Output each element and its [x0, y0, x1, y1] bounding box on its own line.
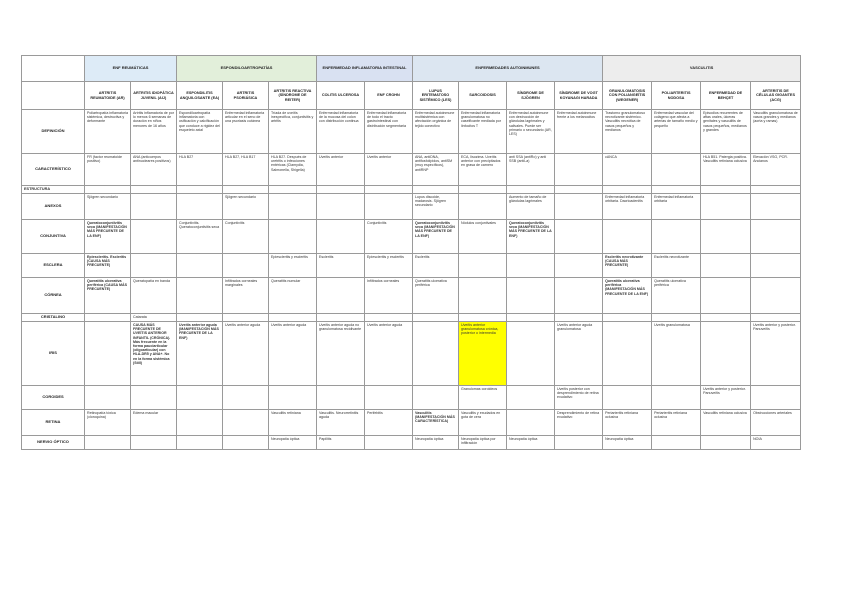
table-cell: HLA B27. Después de uretritis o infecciones entéricas (Clamydia, Salmonella, Shigella) — [269, 154, 317, 186]
table-cell — [701, 436, 751, 450]
table-cell: Uveítis anterior aguda granulomatosa — [555, 322, 603, 386]
table-cell — [751, 186, 801, 194]
table-cell — [603, 386, 652, 410]
table-cell — [555, 254, 603, 278]
table-cell: Enfermedad autoinmune frente a los melanocitos — [555, 110, 603, 154]
table-cell: Enfermedad inflamatoria de la mucosa del colon con distribución continua — [317, 110, 365, 154]
table-cell — [317, 186, 365, 194]
table-cell: Uveítis anterior — [317, 154, 365, 186]
table-row — [22, 194, 801, 220]
table-cell — [177, 194, 223, 220]
comparison-table — [21, 55, 801, 450]
table-cell — [701, 254, 751, 278]
table-cell — [223, 186, 269, 194]
table-cell: FR (factor reumatoide positivo) — [85, 154, 131, 186]
table-cell: Epiescleritis. Escleritis (CAUSA MÁS FRECUENTE) — [85, 254, 131, 278]
table-row — [22, 278, 801, 314]
table-cell: Vasculitis y exudados en gota de cera — [459, 410, 507, 436]
table-cell: Infiltrados corneales — [365, 278, 413, 314]
table-cell — [177, 436, 223, 450]
table-row — [22, 322, 801, 386]
table-cell: Catarata — [131, 314, 177, 322]
table-cell — [131, 220, 177, 254]
disease-header: ENFERMEDAD DE BEHÇET — [701, 82, 751, 110]
table-cell — [507, 386, 555, 410]
table-cell: Neuropatía óptica — [413, 436, 459, 450]
table-cell: NOIA — [751, 436, 801, 450]
table-cell — [459, 314, 507, 322]
table-cell: HLA B51. Patergia positiva. Vasculitis retiniana oclusiva — [701, 154, 751, 186]
table-cell: Neuropatía óptica — [269, 436, 317, 450]
table-cell: Queratitis ulcerativa periférica (MANIFESTACIÓN MÁS FRECUENTE DE LA ENF) — [603, 278, 652, 314]
row-header: ESCLERA — [22, 254, 85, 278]
table-cell — [85, 322, 131, 386]
table-cell — [365, 436, 413, 450]
table-cell — [507, 254, 555, 278]
table-cell: ECA, lisozima. Uveítis anterior con precipitados en grasa de carnero — [459, 154, 507, 186]
table-cell — [223, 386, 269, 410]
table-cell: Queratitis numular — [269, 278, 317, 314]
row-header: CONJUNTIVA — [22, 220, 85, 254]
disease-header-row — [22, 82, 801, 110]
disease-header: ARTRITIS IDIOPÁTICA JUVENIL (AIJ) — [131, 82, 177, 110]
table-cell — [177, 254, 223, 278]
table-cell — [459, 186, 507, 194]
table-cell: Enfermedad inflamatoria granulomatosa no caseificante mediada por linfocitos T — [459, 110, 507, 154]
table-cell — [85, 386, 131, 410]
disease-header: POLIARTERITIS NODOSA — [652, 82, 701, 110]
table-cell — [459, 194, 507, 220]
table-cell: cANCA — [603, 154, 652, 186]
table-cell: Nódulos conjuntivales — [459, 220, 507, 254]
table-cell: Conjuntivitis — [223, 220, 269, 254]
table-cell: Escleritis — [413, 254, 459, 278]
table-cell: Enfermedad inflamatoria articular en el seno de una psoriasis cutánea — [223, 110, 269, 154]
group-header-eii: ENFERMEDAD INFLAMATORIA INTESTINAL — [317, 56, 413, 82]
table-cell — [652, 386, 701, 410]
disease-header: SÍNDROME DE VOGT KOYANAGI HARADA — [555, 82, 603, 110]
table-cell — [507, 314, 555, 322]
table-cell — [751, 314, 801, 322]
table-cell: Obstrucciones arteriales — [751, 410, 801, 436]
table-row — [22, 186, 801, 194]
table-cell: Uveítis anterior aguda (MANIFESTACIÓN MÁS FRECUENTE DE LA ENF) — [177, 322, 223, 386]
table-cell — [701, 278, 751, 314]
disease-header: ARTRITIS REACTIVA (SÍNDROME DE REITER) — [269, 82, 317, 110]
table-cell: Epiescleritis y escleritis — [269, 254, 317, 278]
table-cell — [507, 322, 555, 386]
table-cell — [555, 194, 603, 220]
table-cell: Enfermedad inflamatoria orbitaria — [652, 194, 701, 220]
table-cell: Vasculitis. Neurorretinitis aguda — [317, 410, 365, 436]
table-cell — [223, 436, 269, 450]
disease-header: SÍNDROME DE SJÖGREN — [507, 82, 555, 110]
table-cell — [85, 436, 131, 450]
table-cell: anti SSA (antiRo) y anti SSB (antiLa) — [507, 154, 555, 186]
table-cell — [131, 386, 177, 410]
table-row — [22, 386, 801, 410]
table-row — [22, 154, 801, 186]
table-cell — [652, 314, 701, 322]
table-cell: Queratoconjuntivitis seca (MANIFESTACIÓN MÁS FRECUENTE DE LA ENF) — [507, 220, 555, 254]
table-cell — [223, 254, 269, 278]
table-cell — [555, 154, 603, 186]
table-cell: Edema macular — [131, 410, 177, 436]
table-cell: Papilitis — [317, 436, 365, 450]
table-cell — [269, 314, 317, 322]
table-cell: Granulomas coroideos — [459, 386, 507, 410]
table-cell — [555, 278, 603, 314]
table-row — [22, 436, 801, 450]
table-cell — [269, 386, 317, 410]
table-cell: ANA (anticuerpos antinucleares positivos) — [131, 154, 177, 186]
table-cell: Uveítis granulomatosa — [652, 322, 701, 386]
row-header: CÓRNEA — [22, 278, 85, 314]
table-cell — [317, 278, 365, 314]
table-cell — [177, 278, 223, 314]
table-cell: Vasculitis (MANIFESTACIÓN MÁS CARACTERÍSTICA) — [413, 410, 459, 436]
group-header-autoinmunes: ENFERMEDADES AUTOINMUNES — [413, 56, 603, 82]
table-cell: Retinopatía tóxica (cloroquina) — [85, 410, 131, 436]
table-cell: Desprendimiento de retina exudativo — [555, 410, 603, 436]
table-cell — [701, 322, 751, 386]
table-cell — [751, 278, 801, 314]
table-cell: HLA B27 — [177, 154, 223, 186]
table-cell: Artritis inflamatoria de por lo menos 6 semanas de duración en niños menores de 16 años — [131, 110, 177, 154]
table-cell: Queratitis ulcerativa periférica — [413, 278, 459, 314]
table-cell: Infiltrados corneales marginales — [223, 278, 269, 314]
group-header-enf-reumaticas: ENF REUMÁTICAS — [85, 56, 177, 82]
table-cell — [177, 410, 223, 436]
table-cell — [269, 186, 317, 194]
table-cell: Tríada de uveítis inespecífica, conjuntivitis y artritis — [269, 110, 317, 154]
table-cell — [365, 194, 413, 220]
table-cell: Vasculitis granulomatosa de vasos grandes y medianos (aorta y ramas) — [751, 110, 801, 154]
table-cell — [603, 322, 652, 386]
table-cell — [413, 186, 459, 194]
table-cell — [317, 314, 365, 322]
table-cell: Enfermedad vascular del colágeno que afecta a arterias de tamaño medio y pequeño — [652, 110, 701, 154]
disease-header: GRANULOMATOSIS CON POLIANGEÍTIS (WEGENER) — [603, 82, 652, 110]
table-cell — [751, 386, 801, 410]
table-body — [22, 56, 801, 450]
table-cell: Conjuntivitis. Queratoconjuntivitis seca — [177, 220, 223, 254]
table-cell: Periarteritis retiniana oclusiva — [603, 410, 652, 436]
table-cell — [652, 186, 701, 194]
table-cell — [459, 254, 507, 278]
table-cell — [131, 436, 177, 450]
table-cell: Uveítis anterior aguda — [269, 322, 317, 386]
table-cell: Lupus discoide, madarosis. Sjögren secundario — [413, 194, 459, 220]
row-header: NERVIO ÓPTICO — [22, 436, 85, 450]
table-cell — [701, 194, 751, 220]
table-cell: CAUSA MÁS FRECUENTE DE UVEÍTIS ANTERIOR INFANTIL (CRÓNICA). Más frecuente en la forma pauciarticular (oligoarticular) con HLA-DR5 y ANA+. No en la forma sistémica (Still) — [131, 322, 177, 386]
table-cell: Uveítis posterior con desprendimiento de retina exudativo — [555, 386, 603, 410]
table-cell — [413, 322, 459, 386]
table-cell: Queratitis ulcerativa periférica (CAUSA MÁS FRECUENTE) — [85, 278, 131, 314]
table-cell: Trastorno granulomatoso necrotizante sistémico. Vasculitis necrótica de vasos pequeños y medianos — [603, 110, 652, 154]
group-header-blank — [22, 56, 85, 82]
table-cell: Episodios recurrentes de aftas orales, úlceras genitales y vasculitis de vasos pequeños, medianos y grandes — [701, 110, 751, 154]
table-cell — [555, 314, 603, 322]
table-cell: Queratopatía en banda — [131, 278, 177, 314]
table-row — [22, 220, 801, 254]
table-cell — [751, 254, 801, 278]
table-cell: Neuropatía óptica — [507, 436, 555, 450]
table-cell — [652, 436, 701, 450]
table-cell: Sjögren secundario — [85, 194, 131, 220]
table-cell: Uveítis anterior aguda — [223, 322, 269, 386]
table-cell — [223, 410, 269, 436]
table-cell — [177, 186, 223, 194]
table-cell: Uveítis anterior y posterior. Panuveítis — [751, 322, 801, 386]
table-cell — [131, 186, 177, 194]
highlighted-cell: Uveítis anterior granulomatosa crónica, posterior o intermedia — [459, 322, 507, 386]
table-cell — [701, 220, 751, 254]
disease-header: ARTRITIS PSORIÁSICA — [223, 82, 269, 110]
table-cell — [85, 314, 131, 322]
table-cell — [701, 186, 751, 194]
disease-header: LUPUS ERITEMATOSO SISTÉMICO (LES) — [413, 82, 459, 110]
table-cell: Conjuntivitis — [365, 220, 413, 254]
table-cell: Escleritis — [317, 254, 365, 278]
disease-header: COLITIS ULCEROSA — [317, 82, 365, 110]
table-cell — [507, 410, 555, 436]
row-header: COROIDES — [22, 386, 85, 410]
table-cell: Enfermedad inflamatoria orbitaria. Dacrioadenitis — [603, 194, 652, 220]
table-cell: Periarteritis retiniana oclusiva — [652, 410, 701, 436]
table-cell: Enfermedad autoinmune con destrucción de glándulas lagrimales y salivales. Puede ser primario o secundario (AR, LES) — [507, 110, 555, 154]
table-cell — [131, 254, 177, 278]
table-cell — [365, 386, 413, 410]
table-cell: Vasculitis retiniana — [269, 410, 317, 436]
table-cell — [603, 186, 652, 194]
group-header-row — [22, 56, 801, 82]
disease-header: ARTRITIS REUMATOIDE (AR) — [85, 82, 131, 110]
table-cell: Epiescleritis y escleritis — [365, 254, 413, 278]
disease-header: ENF CROHN — [365, 82, 413, 110]
row-header: DEFINICIÓN — [22, 110, 85, 154]
table-cell — [652, 220, 701, 254]
table-cell: Queratoconjuntivitis seca (MANIFESTACIÓN MÁS FRECUENTE DE LA ENF) — [413, 220, 459, 254]
table-cell: Escleritis necrotizante — [652, 254, 701, 278]
table-cell — [85, 186, 131, 194]
table-cell — [223, 314, 269, 322]
table-cell: Uveítis anterior aguda — [365, 322, 413, 386]
row-header: ANEXOS — [22, 194, 85, 220]
table-cell: Neuropatía óptica — [603, 436, 652, 450]
table-cell — [459, 278, 507, 314]
table-cell — [652, 154, 701, 186]
disease-header: ARTERITIS DE CÉLULAS GIGANTES (ACG) — [751, 82, 801, 110]
table-cell: Enfermedad autoinmune multisistémica con afectación orgánica de tejido conectivo — [413, 110, 459, 154]
table-cell — [177, 386, 223, 410]
table-cell: Enfermedad inflamatoria de todo el tracto gastrointestinal con distribución segmentaria — [365, 110, 413, 154]
table-cell — [317, 220, 365, 254]
group-header-espondiloartropatias: ESPONDILOARTROPATÍAS — [177, 56, 317, 82]
table-cell — [177, 314, 223, 322]
table-cell — [269, 220, 317, 254]
table-cell: Poliartropatía inflamatoria sistémica, destructiva y deformante — [85, 110, 131, 154]
table-cell — [751, 220, 801, 254]
table-cell — [701, 314, 751, 322]
disease-header: ESPONDILITIS ANQUILOSANTE (EA) — [177, 82, 223, 110]
table-cell — [603, 220, 652, 254]
table-cell — [317, 386, 365, 410]
table-cell — [555, 220, 603, 254]
row-header: CARACTERÍSTICO — [22, 154, 85, 186]
table-cell: ANA, antiDNA, antifosfolípidos, antiSM (muy específicos), antiRNP — [413, 154, 459, 186]
table-cell — [603, 314, 652, 322]
table-row — [22, 410, 801, 436]
row-header: ESTRUCTURA — [22, 186, 85, 194]
table-row — [22, 110, 801, 154]
disease-header: SARCOIDOSIS — [459, 82, 507, 110]
table-row — [22, 314, 801, 322]
table-cell — [131, 194, 177, 220]
table-cell: Escleritis necrotizante (CAUSA MÁS FRECUENTE) — [603, 254, 652, 278]
group-header-vasculitis: VASCULITIS — [603, 56, 801, 82]
table-cell: Elevación VSG, PCR. Ancianos — [751, 154, 801, 186]
table-cell — [365, 186, 413, 194]
table-cell — [555, 436, 603, 450]
table-cell: Uveítis anterior — [365, 154, 413, 186]
row-header: IRIS — [22, 322, 85, 386]
row-header: CRISTALINO — [22, 314, 85, 322]
table-cell — [317, 194, 365, 220]
table-cell: Neuropatía óptica por infiltración — [459, 436, 507, 450]
table-cell: Queratoconjuntivitis seca (MANIFESTACIÓN MÁS FRECUENTE DE LA ENF) — [85, 220, 131, 254]
table-row — [22, 254, 801, 278]
table-cell — [269, 194, 317, 220]
table-cell — [507, 186, 555, 194]
table-cell — [751, 194, 801, 220]
table-cell: Perifebitis — [365, 410, 413, 436]
table-cell: Uveítis anterior y posterior. Panuveítis — [701, 386, 751, 410]
table-cell — [507, 278, 555, 314]
row-header: RETINA — [22, 410, 85, 436]
table-cell: HLA B27, HLA B17 — [223, 154, 269, 186]
table-cell — [413, 386, 459, 410]
table-cell: Aumento de tamaño de glándulas lagrimales — [507, 194, 555, 220]
disease-header-blank — [22, 82, 85, 110]
table-cell: Sjögren secundario — [223, 194, 269, 220]
table-cell: Vasculitis retiniana oclusiva — [701, 410, 751, 436]
table-cell — [365, 314, 413, 322]
table-cell: Espondiloartropatía inflamatoria con osificación y calcificación que conduce a rigidez del esqueleto axial — [177, 110, 223, 154]
table-cell — [413, 314, 459, 322]
table-cell: Uveítis anterior aguda no granulomatosa recidivante — [317, 322, 365, 386]
table-cell — [555, 186, 603, 194]
table-cell: Queratitis ulcerativa periférica — [652, 278, 701, 314]
